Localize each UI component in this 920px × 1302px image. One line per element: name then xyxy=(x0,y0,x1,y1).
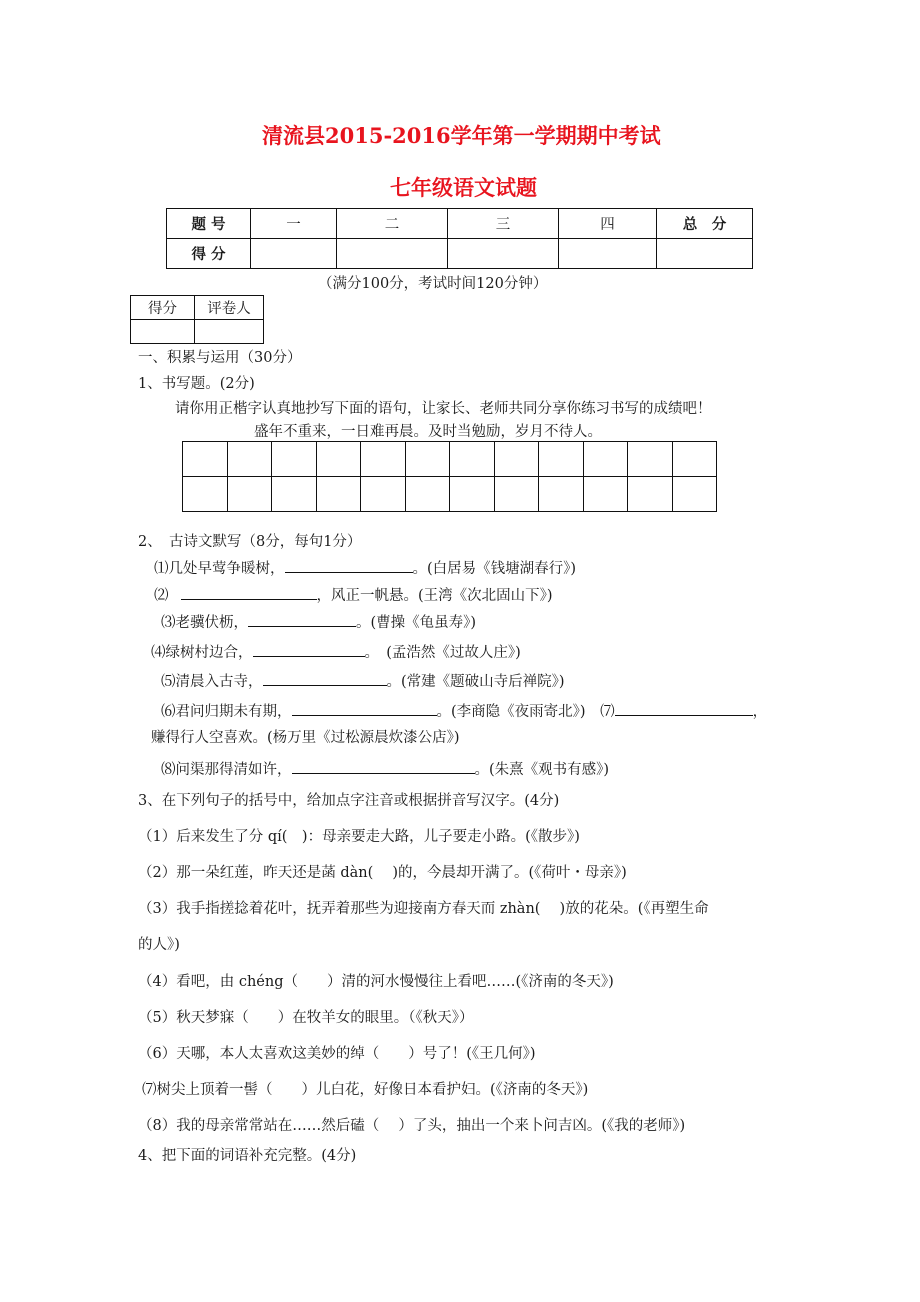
writing-cell[interactable] xyxy=(672,442,717,477)
poem-item-8-source: 。(朱熹《观书有感》) xyxy=(474,762,610,778)
q3-item-3-continuation: 的人》) xyxy=(138,937,180,953)
poem-item-1-prompt: ⑴几处早莺争暖树， xyxy=(154,561,285,577)
poem-item-8-prompt: ⑻问渠那得清如许， xyxy=(161,762,292,778)
poem-item-3-source: 。(曹操《龟虽寿》) xyxy=(356,615,477,631)
score-cell-2 xyxy=(337,239,448,269)
writing-cell[interactable] xyxy=(316,442,361,477)
poem-item-1 xyxy=(154,558,576,578)
q1-sentence: 盛年不重来，一日难再晨。及时当勉励，岁月不待人。 xyxy=(254,424,602,440)
poem-item-6 xyxy=(161,701,767,721)
poem-item-4-source: 。 (孟浩然《过故人庄》) xyxy=(364,645,521,661)
score-row-label: 得 分 xyxy=(167,239,251,269)
poem-item-4-prompt: ⑷绿树村边合， xyxy=(151,645,253,661)
score-cell-3 xyxy=(448,239,559,269)
grader-header-row xyxy=(131,296,264,320)
q3-item-1: （1）后来发生了分 qí( )：母亲要走大路，儿子要走小路。(《散步》) xyxy=(138,829,580,845)
score-header-part-3: 三 xyxy=(448,209,559,239)
score-cell-1 xyxy=(251,239,337,269)
poem-item-5-source: 。(常建《题破山寺后禅院》) xyxy=(386,674,565,690)
q3-item-3: （3）我手指搓捻着花叶，抚弄着那些为迎接南方春天而 zhàn( )放的花朵。(《再塑生命 xyxy=(138,901,709,917)
answer-blank-8[interactable] xyxy=(292,759,475,774)
q3-item-4: （4）看吧，由 chéng（ ）清的河水慢慢往上看吧……(《济南的冬天》) xyxy=(138,974,614,990)
writing-cell[interactable] xyxy=(405,442,450,477)
score-header-total: 总 分 xyxy=(657,209,753,239)
writing-cell[interactable] xyxy=(272,442,317,477)
exam-subtitle: 七年级语文试题 xyxy=(390,175,537,200)
score-table-value-row xyxy=(167,239,753,269)
writing-cell[interactable] xyxy=(628,442,673,477)
score-cell-total xyxy=(657,239,753,269)
poem-item-2-prompt: ⑵ xyxy=(154,588,169,604)
writing-grid-row xyxy=(183,477,717,512)
answer-blank-2[interactable] xyxy=(181,585,317,600)
grader-score-label: 得分 xyxy=(131,296,195,320)
score-header-label: 题 号 xyxy=(167,209,251,239)
q1-title: 1、书写题。(2分) xyxy=(138,376,255,392)
writing-cell[interactable] xyxy=(628,477,673,512)
writing-cell[interactable] xyxy=(227,442,272,477)
writing-grid-row xyxy=(183,442,717,477)
section-1-heading: 一、积累与运用（30分） xyxy=(138,350,302,366)
writing-cell[interactable] xyxy=(227,477,272,512)
grader-name-label: 评卷人 xyxy=(195,296,264,320)
poem-item-3 xyxy=(161,612,476,632)
poem-item-1-source: 。(白居易《钱塘湖春行》) xyxy=(412,561,577,577)
q3-item-7: ⑺树尖上顶着一髻（ ）儿白花，好像日本看护妇。(《济南的冬天》) xyxy=(142,1082,589,1098)
writing-cell[interactable] xyxy=(583,477,628,512)
q1-instruction: 请你用正楷字认真地抄写下面的语句，让家长、老师共同分享你练习书写的成绩吧！ xyxy=(175,401,712,417)
writing-cell[interactable] xyxy=(672,477,717,512)
q4-title: 4、把下面的词语补充完整。(4分) xyxy=(138,1148,357,1164)
poem-item-7-continuation: 赚得行人空喜欢。(杨万里《过松源晨炊漆公店》) xyxy=(151,730,460,746)
answer-blank-4[interactable] xyxy=(253,642,365,657)
poem-item-5 xyxy=(161,671,565,691)
writing-cell[interactable] xyxy=(539,442,584,477)
poem-item-2-source: ，风正一帆悬。(王湾《次北固山下》) xyxy=(316,588,553,604)
q3-item-5: （5）秋天梦寐（ ）在牧羊女的眼里。（《秋天》） xyxy=(138,1010,474,1026)
poem-item-2 xyxy=(154,585,553,605)
writing-cell[interactable] xyxy=(183,442,228,477)
q3-item-8: （8）我的母亲常常站在……然后磕（ ）了头，抽出一个来卜问吉凶。(《我的老师》) xyxy=(138,1118,686,1134)
poem-item-6-prompt: ⑹君问归期未有期， xyxy=(161,704,292,720)
score-header-part-1: 一 xyxy=(251,209,337,239)
poem-item-4 xyxy=(151,642,521,662)
exam-info: （满分100分，考试时间120分钟） xyxy=(318,276,548,292)
grader-table xyxy=(130,295,264,344)
writing-grid xyxy=(182,441,717,512)
score-cell-4 xyxy=(559,239,657,269)
writing-cell[interactable] xyxy=(361,442,406,477)
writing-cell[interactable] xyxy=(494,477,539,512)
q2-title: 2、 古诗文默写（8分，每句1分） xyxy=(138,534,362,550)
poem-item-6-source: 。(李商隐《夜雨寄北》) ⑺ xyxy=(436,704,615,720)
answer-blank-5[interactable] xyxy=(263,671,387,686)
score-table-header-row xyxy=(167,209,753,239)
poem-item-5-prompt: ⑸清晨入古寺， xyxy=(161,674,263,690)
answer-blank-6[interactable] xyxy=(292,701,437,716)
answer-blank-7[interactable] xyxy=(615,701,753,716)
writing-cell[interactable] xyxy=(183,477,228,512)
poem-item-7-comma: ， xyxy=(752,704,768,720)
score-header-part-2: 二 xyxy=(337,209,448,239)
writing-cell[interactable] xyxy=(539,477,584,512)
answer-blank-3[interactable] xyxy=(248,612,356,627)
writing-cell[interactable] xyxy=(272,477,317,512)
exam-title: 清流县2015-2016学年第一学期期中考试 xyxy=(262,123,661,148)
score-header-part-4: 四 xyxy=(559,209,657,239)
grader-name-cell xyxy=(195,320,264,344)
writing-cell[interactable] xyxy=(450,477,495,512)
writing-cell[interactable] xyxy=(494,442,539,477)
answer-blank-1[interactable] xyxy=(285,558,413,573)
q3-title: 3、在下列句子的括号中，给加点字注音或根据拼音写汉字。(4分) xyxy=(138,793,560,809)
q3-item-2: （2）那一朵红莲，昨天还是菡 dàn( )的，今晨却开满了。(《荷叶・母亲》) xyxy=(138,865,627,881)
writing-cell[interactable] xyxy=(316,477,361,512)
grader-value-row xyxy=(131,320,264,344)
poem-item-3-prompt: ⑶老骥伏枥， xyxy=(161,615,248,631)
score-table xyxy=(166,208,753,269)
writing-cell[interactable] xyxy=(361,477,406,512)
writing-cell[interactable] xyxy=(583,442,628,477)
grader-score-cell xyxy=(131,320,195,344)
writing-cell[interactable] xyxy=(450,442,495,477)
writing-cell[interactable] xyxy=(405,477,450,512)
q3-item-6: （6）天哪，本人太喜欢这美妙的绰（ ）号了！(《王几何》) xyxy=(138,1046,536,1062)
poem-item-8 xyxy=(161,759,609,779)
